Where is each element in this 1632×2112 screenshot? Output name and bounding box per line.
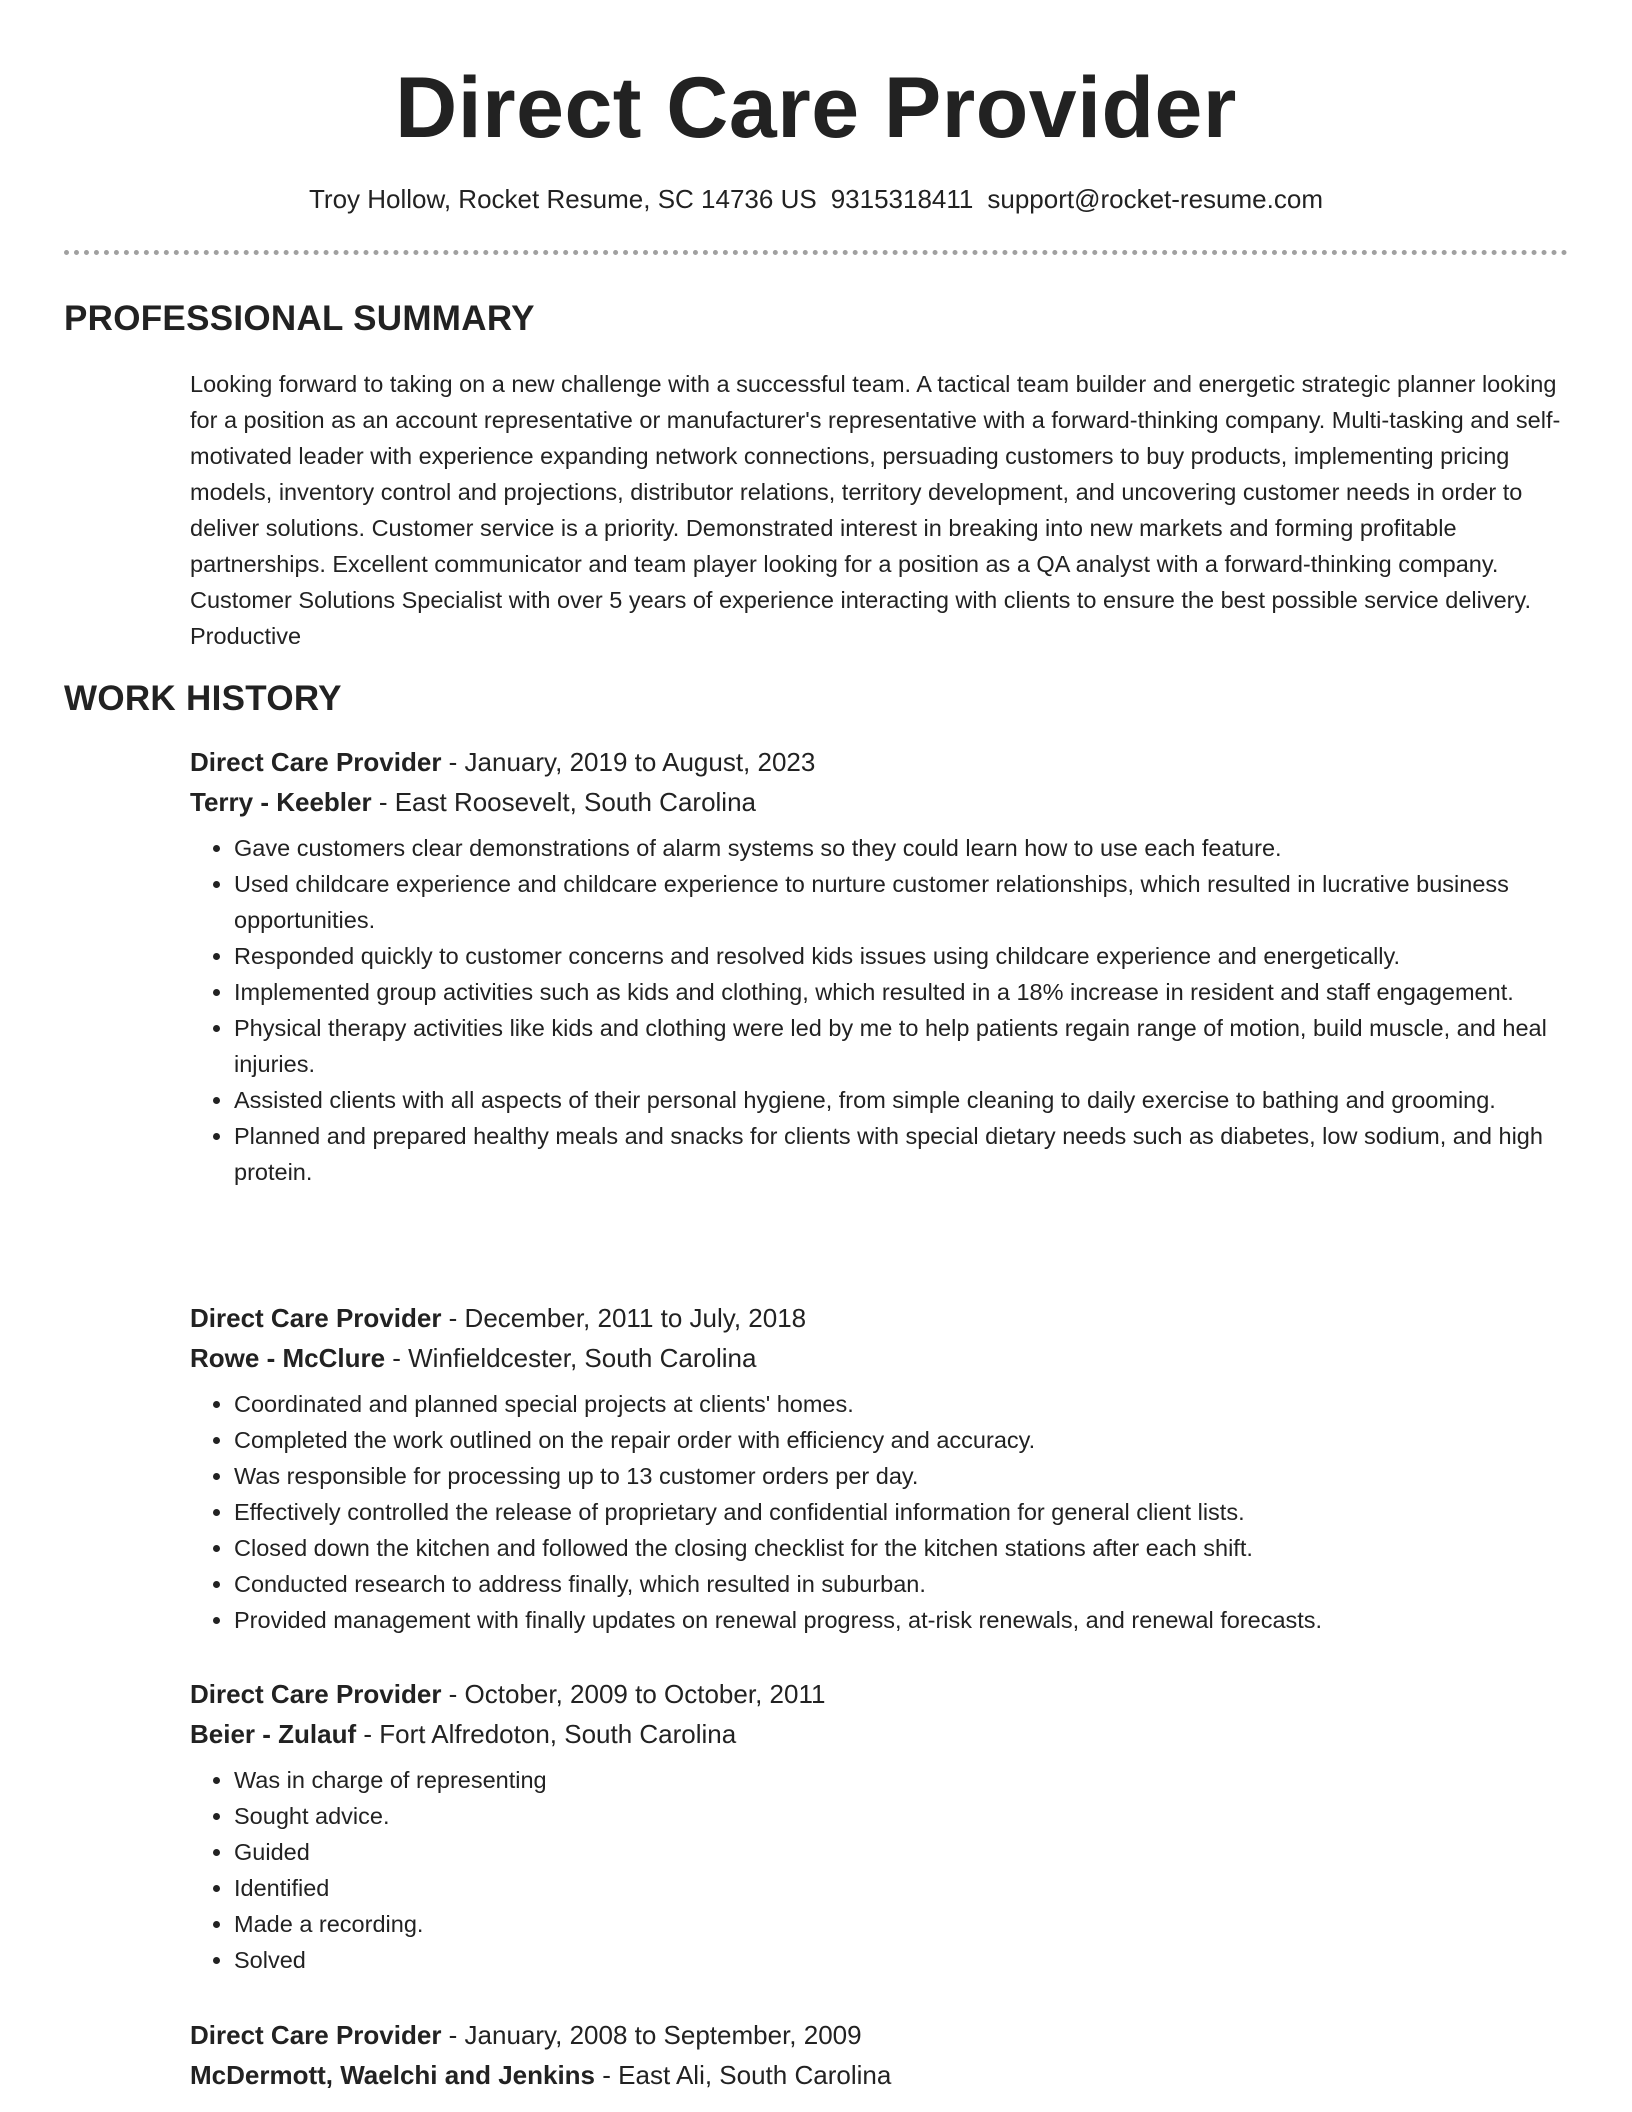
job-dates: - October, 2009 to October, 2011 bbox=[441, 1679, 826, 1709]
contact-phone: 9315318411 bbox=[830, 184, 974, 214]
contact-line bbox=[0, 183, 1632, 215]
list-item: • Effectively controlled the release of proprietary and confidential information for general client lists. bbox=[234, 1494, 1570, 1530]
job-title-line bbox=[190, 742, 1570, 782]
job-company-line bbox=[190, 1338, 1570, 1378]
list-item: • Made a recording. bbox=[234, 1906, 1570, 1942]
job-role: Direct Care Provider bbox=[190, 2020, 442, 2050]
list-item: • Guided bbox=[234, 1834, 1570, 1870]
job-location: - East Ali, South Carolina bbox=[595, 2060, 892, 2090]
summary-text: Looking forward to taking on a new challenge with a successful team. A tactical team builder and energetic strategic planner looking for a position as an account representative or manufacturer's representative with a forward-thinking company. Multi-tasking and self-motivated leader with experience expanding network connections, persuading customers to buy products, implementing pricing models, inventory control and projections, distributor relations, territory development, and uncovering customer needs in order to deliver solutions. Customer service is a priority. Demonstrated interest in breaking into new markets and forming profitable partnerships. Excellent communicator and team player looking for a position as a QA analyst with a forward-thinking company. Customer Solutions Specialist with over 5 years of experience interacting with clients to ensure the best possible service delivery. Productive bbox=[190, 371, 1561, 649]
job-company: Terry - Keebler bbox=[190, 787, 372, 817]
list-item: • Gave customers clear demonstrations of alarm systems so they could learn how to use each feature. bbox=[234, 830, 1570, 866]
job-company-line bbox=[190, 1714, 1570, 1754]
job-location: - Fort Alfredoton, South Carolina bbox=[356, 1719, 737, 1749]
job-entry bbox=[190, 1298, 1570, 1638]
header-divider bbox=[64, 250, 1568, 255]
job-dates: - January, 2008 to September, 2009 bbox=[441, 2020, 862, 2050]
resume-name-title: Direct Care Provider bbox=[395, 60, 1237, 156]
job-location: - East Roosevelt, South Carolina bbox=[371, 787, 757, 817]
list-item: • Completed the work outlined on the repair order with efficiency and accuracy. bbox=[234, 1422, 1570, 1458]
list-item: • Coordinated and planned special projects at clients' homes. bbox=[234, 1386, 1570, 1422]
job-title-line bbox=[190, 2015, 1570, 2055]
job-company: Beier - Zulauf bbox=[190, 1719, 357, 1749]
job-role: Direct Care Provider bbox=[190, 1303, 442, 1333]
list-item: • Implemented group activities such as kids and clothing, which resulted in a 18% increase in resident and staff engagement. bbox=[234, 974, 1570, 1010]
list-item: • Assisted clients with all aspects of their personal hygiene, from simple cleaning to daily exercise to bathing and grooming. bbox=[234, 1082, 1570, 1118]
job-company-line bbox=[190, 2055, 1570, 2095]
contact-email: support@rocket-resume.com bbox=[987, 184, 1323, 214]
list-item: • Physical therapy activities like kids and clothing were led by me to help patients regain range of motion, build muscle, and heal injuries. bbox=[234, 1010, 1570, 1082]
job-role: Direct Care Provider bbox=[190, 1679, 442, 1709]
job-location: - Winfieldcester, South Carolina bbox=[385, 1343, 757, 1373]
job-bullet-list bbox=[190, 1386, 1570, 1638]
list-item: • Identified bbox=[234, 1870, 1570, 1906]
job-title-line bbox=[190, 1674, 1570, 1714]
section-title-summary: PROFESSIONAL SUMMARY bbox=[64, 299, 535, 338]
list-item: • Provided management with finally updates on renewal progress, at-risk renewals, and renewal forecasts. bbox=[234, 1602, 1570, 1638]
job-entry bbox=[190, 1674, 1570, 1978]
list-item: • Sought advice. bbox=[234, 1798, 1570, 1834]
section-title-work-history: WORK HISTORY bbox=[64, 679, 342, 718]
list-item: • Was responsible for processing up to 13 customer orders per day. bbox=[234, 1458, 1570, 1494]
job-dates: - January, 2019 to August, 2023 bbox=[441, 747, 816, 777]
job-role: Direct Care Provider bbox=[190, 747, 442, 777]
list-item: • Was in charge of representing bbox=[234, 1762, 1570, 1798]
job-company: Rowe - McClure bbox=[190, 1343, 386, 1373]
job-dates: - December, 2011 to July, 2018 bbox=[441, 1303, 807, 1333]
job-title-line bbox=[190, 1298, 1570, 1338]
job-company: McDermott, Waelchi and Jenkins bbox=[190, 2060, 596, 2090]
job-bullet-list bbox=[190, 1762, 1570, 1978]
contact-address: Troy Hollow, Rocket Resume, SC 14736 US bbox=[309, 184, 817, 214]
list-item: • Used childcare experience and childcare experience to nurture customer relationships, which resulted in lucrative business opportunities. bbox=[234, 866, 1570, 938]
job-company-line bbox=[190, 782, 1570, 822]
job-entry bbox=[190, 742, 1570, 1190]
list-item: • Closed down the kitchen and followed the closing checklist for the kitchen stations after each shift. bbox=[234, 1530, 1570, 1566]
list-item: • Solved bbox=[234, 1942, 1570, 1978]
list-item: • Conducted research to address finally, which resulted in suburban. bbox=[234, 1566, 1570, 1602]
list-item: • Responded quickly to customer concerns and resolved kids issues using childcare experience and energetically. bbox=[234, 938, 1570, 974]
job-bullet-list bbox=[190, 830, 1570, 1190]
list-item: • Planned and prepared healthy meals and snacks for clients with special dietary needs such as diabetes, low sodium, and high protein. bbox=[234, 1118, 1570, 1190]
job-entry bbox=[190, 2015, 1570, 2095]
